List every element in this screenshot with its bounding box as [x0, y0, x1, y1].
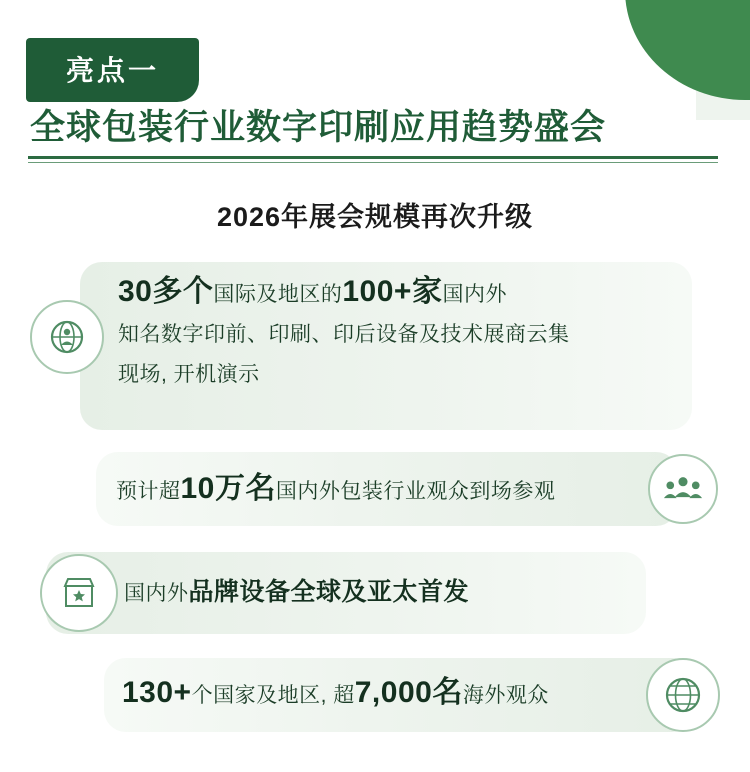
- highlight-4-text: [122, 676, 642, 713]
- page-title: 全球包装行业数字印刷应用趋势盛会: [30, 108, 607, 147]
- highlight-2-emphasis: 10万名: [180, 472, 276, 505]
- highlight-1-line-3: 现场, 开机演示: [118, 363, 260, 386]
- highlight-4-emphasis-2: 7,000名: [354, 676, 463, 709]
- page-subtitle: 2026年展会规模再次升级: [216, 202, 534, 232]
- title-rule-thin: [28, 162, 718, 163]
- highlight-2-prefix: 预计超: [116, 480, 181, 503]
- highlight-1-mid-1: 国际及地区的: [213, 283, 343, 306]
- highlight-4-emphasis-1: 130+: [122, 676, 192, 709]
- highlight-1-mid-2: 国内外: [442, 283, 507, 306]
- highlight-1-text: [118, 272, 678, 395]
- highlight-3-emphasis: 品牌设备全球及亚太首发: [188, 578, 470, 606]
- highlight-4-mid: 个国家及地区, 超: [191, 684, 355, 707]
- store-star-icon: [40, 554, 118, 632]
- highlight-2-suffix: 国内外包装行业观众到场参观: [275, 480, 556, 503]
- highlight-3-prefix: 国内外: [124, 582, 189, 605]
- globe-icon: [646, 658, 720, 732]
- people-group-icon: [648, 454, 718, 524]
- globe-person-icon: [30, 300, 104, 374]
- highlight-1-em-1: 30多个: [118, 275, 214, 308]
- highlight-1-line-2: 知名数字印前、印刷、印后设备及技术展商云集: [118, 323, 570, 346]
- highlight-3-text: [124, 572, 634, 614]
- highlight-1-line-1: [118, 272, 678, 315]
- highlight-2-text: [116, 472, 636, 509]
- corner-green-shape: [625, 0, 750, 100]
- highlight-4-suffix: 海外观众: [462, 684, 549, 707]
- highlight-1-em-2: 100+家: [342, 275, 443, 308]
- title-rule-thick: [28, 156, 718, 159]
- highlight-tag: 亮点一: [26, 38, 199, 102]
